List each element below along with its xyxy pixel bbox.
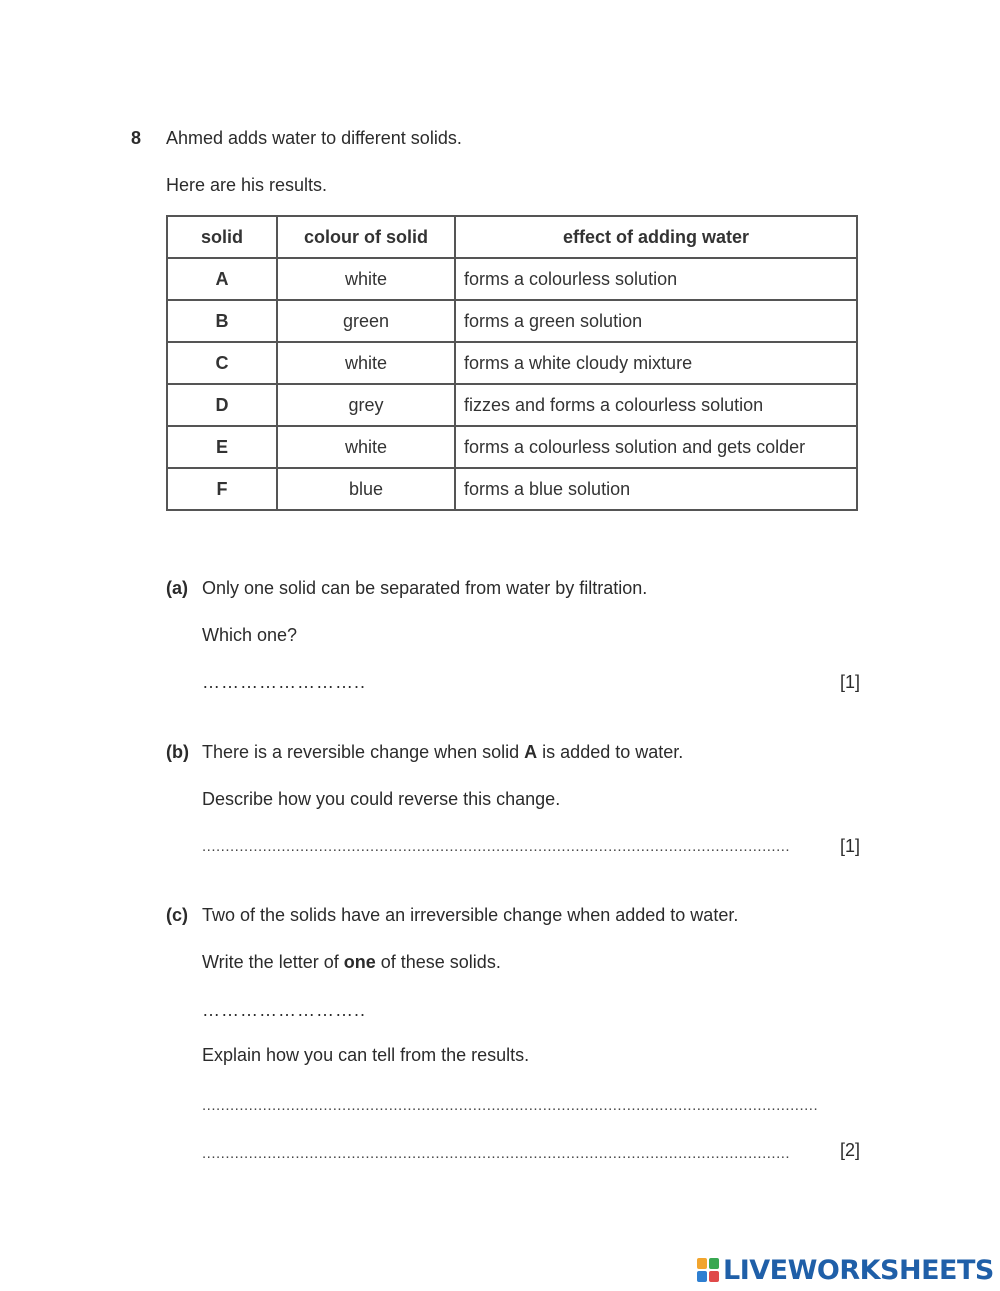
part-c-text: Two of the solids have an irreversible change when added to water.	[202, 905, 739, 925]
cell-solid: E	[167, 426, 277, 468]
part-a-prompt: Which one?	[202, 625, 298, 645]
part-a-mark: [1]	[839, 672, 860, 692]
cell-colour: blue	[277, 468, 455, 510]
cell-effect: forms a colourless solution and gets colder	[455, 426, 857, 468]
cell-effect: forms a blue solution	[455, 468, 857, 510]
part-c-explain-field-1[interactable]: ....................................................................................................................................	[202, 1097, 819, 1114]
logo-blocks-icon	[697, 1258, 719, 1282]
part-b-text	[202, 742, 683, 763]
question-number: 8	[131, 128, 142, 148]
part-c-prompt-after: of these solids.	[375, 952, 501, 972]
part-c-explain-field-2[interactable]: ..............................................................................................................................	[202, 1145, 791, 1162]
cell-solid: F	[167, 468, 277, 510]
logo-text: LIVEWORKSHEETS	[723, 1254, 994, 1286]
liveworksheets-logo	[697, 1254, 994, 1286]
header-solid: solid	[167, 216, 277, 258]
cell-colour: green	[277, 300, 455, 342]
results-table	[166, 215, 858, 511]
part-c-explain: Explain how you can tell from the results.	[202, 1045, 530, 1065]
cell-effect: forms a green solution	[455, 300, 857, 342]
logo-block-v	[697, 1271, 707, 1282]
table-header-row	[167, 216, 857, 258]
logo-block-i	[709, 1258, 719, 1269]
table-row	[167, 426, 857, 468]
cell-colour: white	[277, 426, 455, 468]
cell-effect: forms a white cloudy mixture	[455, 342, 857, 384]
part-b-label: (b)	[166, 742, 189, 762]
question-stem: Ahmed adds water to different solids.	[166, 128, 462, 148]
part-a-text: Only one solid can be separated from water by filtration.	[202, 578, 648, 598]
cell-solid: B	[167, 300, 277, 342]
logo-block-e	[709, 1271, 719, 1282]
part-b-prompt: Describe how you could reverse this change.	[202, 789, 561, 809]
part-b-text-bold: A	[524, 742, 538, 762]
cell-colour: white	[277, 258, 455, 300]
cell-colour: white	[277, 342, 455, 384]
cell-colour: grey	[277, 384, 455, 426]
part-c-label: (c)	[166, 905, 188, 925]
part-c-letter-field[interactable]: ……………………..	[202, 1000, 367, 1020]
cell-solid: A	[167, 258, 277, 300]
cell-solid: D	[167, 384, 277, 426]
part-b-mark: [1]	[839, 836, 860, 856]
cell-effect: fizzes and forms a colourless solution	[455, 384, 857, 426]
part-b-answer-field[interactable]: ..............................................................................................................................	[202, 838, 791, 855]
cell-effect: forms a colourless solution	[455, 258, 857, 300]
part-a-answer-field[interactable]: ……………………..	[202, 672, 367, 692]
part-c-prompt-before: Write the letter of	[202, 952, 344, 972]
part-a-label: (a)	[166, 578, 188, 598]
table-row	[167, 384, 857, 426]
table-row	[167, 258, 857, 300]
part-c-mark: [2]	[839, 1140, 860, 1160]
table-row	[167, 342, 857, 384]
cell-solid: C	[167, 342, 277, 384]
logo-block-l	[697, 1258, 707, 1269]
part-b-text-before: There is a reversible change when solid	[202, 742, 525, 762]
part-c-prompt	[202, 952, 501, 973]
part-b-text-after: is added to water.	[537, 742, 684, 762]
header-effect: effect of adding water	[455, 216, 857, 258]
part-c-prompt-bold: one	[343, 952, 376, 972]
header-colour: colour of solid	[277, 216, 455, 258]
table-row	[167, 300, 857, 342]
table-row	[167, 468, 857, 510]
results-intro: Here are his results.	[166, 175, 328, 195]
